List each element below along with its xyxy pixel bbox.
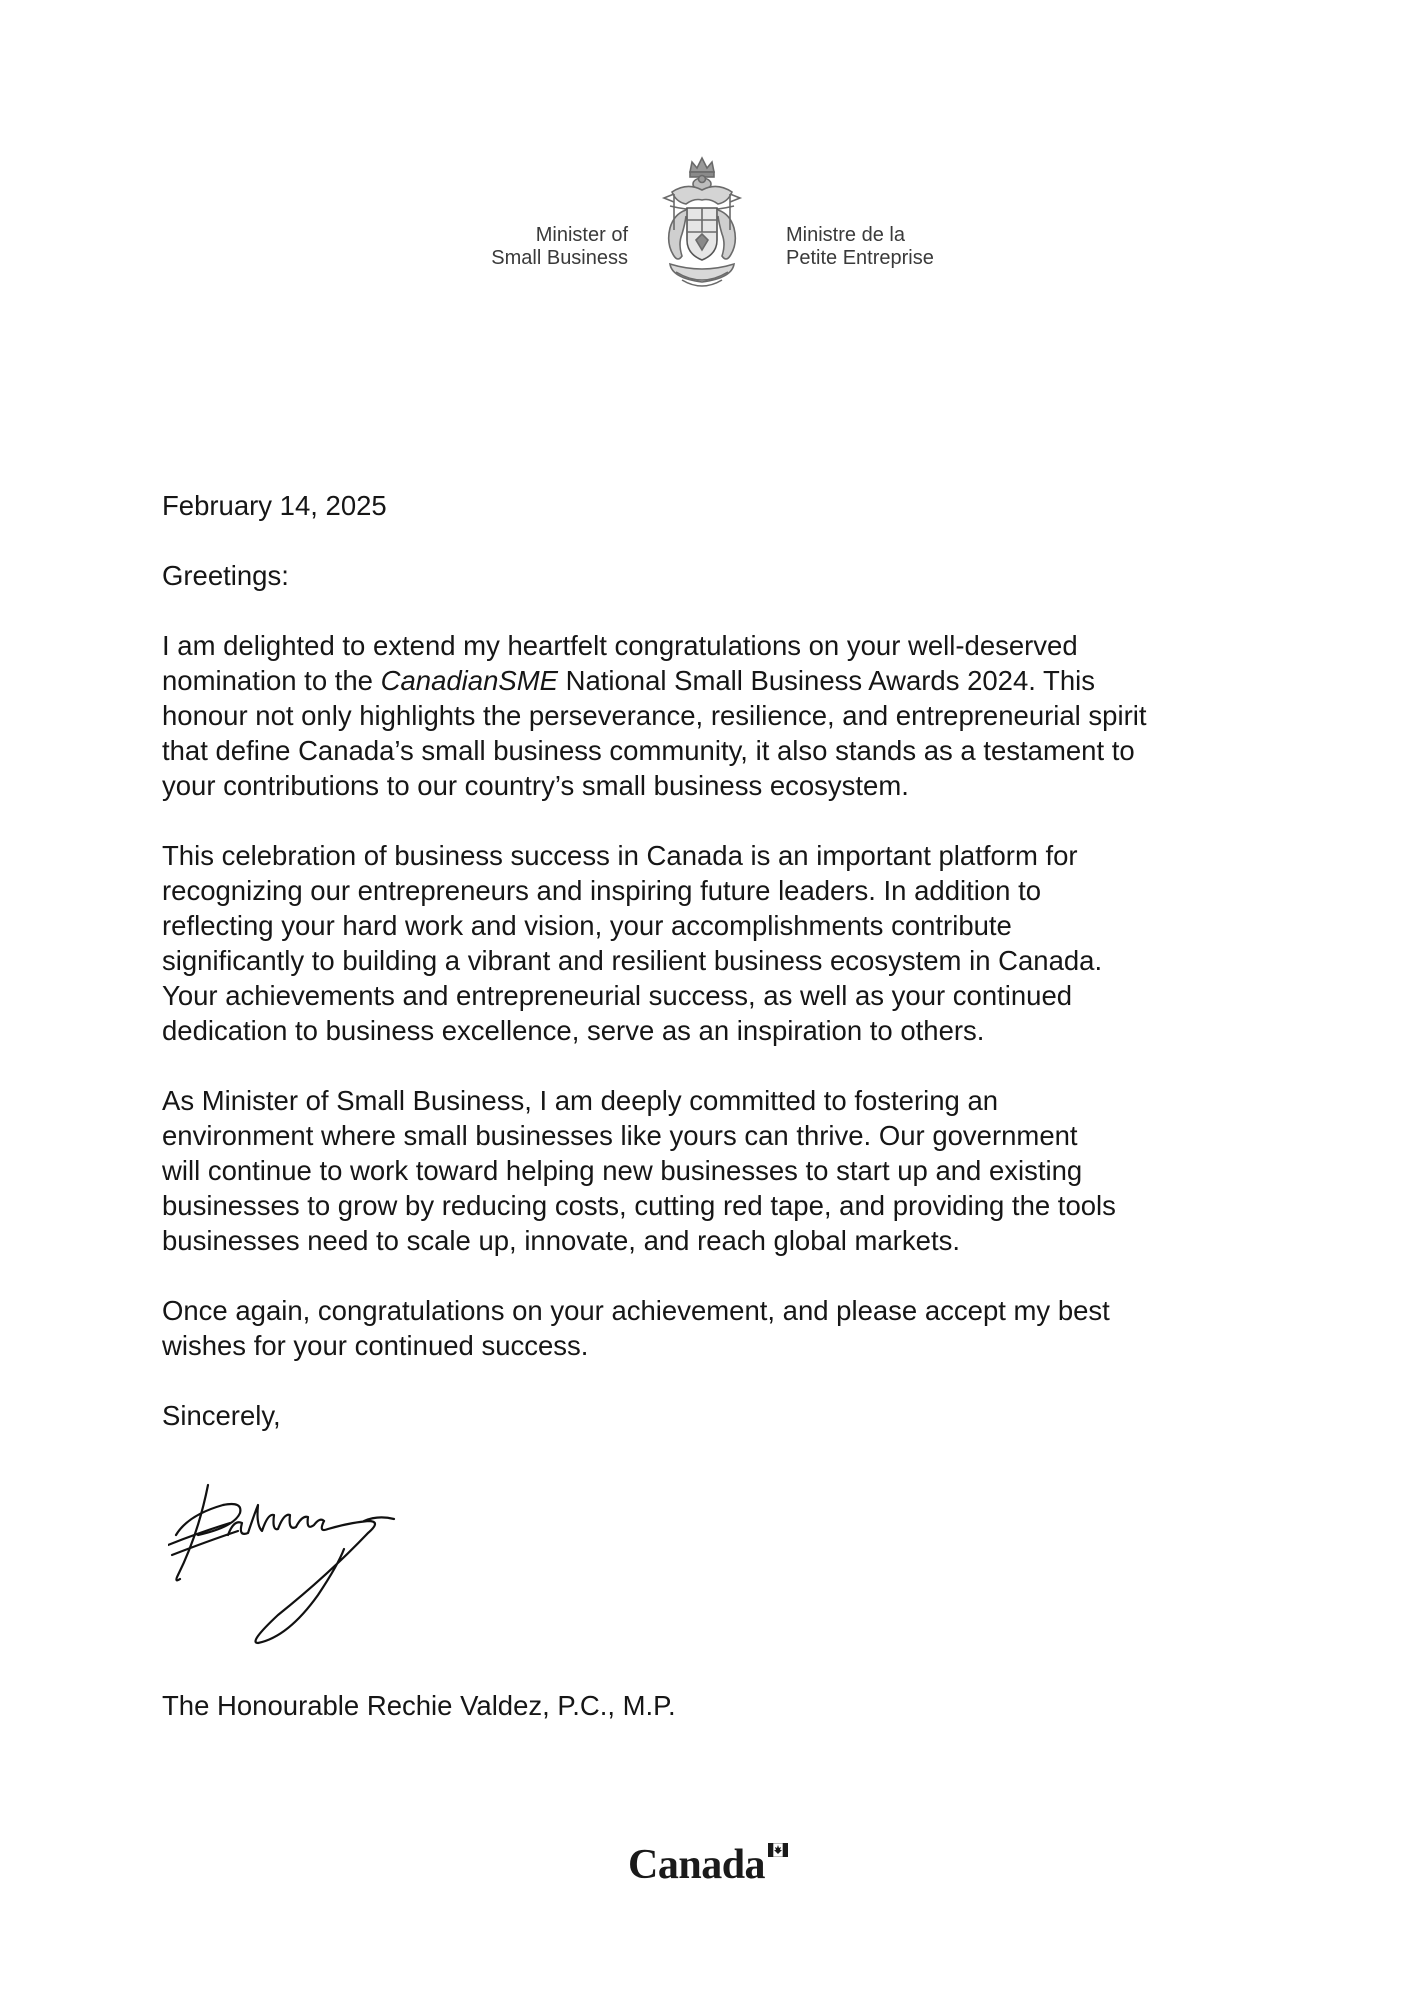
- paragraph-3-line-1: As Minister of Small Business, I am deeply committed to fostering an: [162, 1085, 999, 1116]
- award-name-italic: CanadianSME: [380, 665, 558, 696]
- paragraph-1-line-2-b: National Small Business Awards 2024. This: [557, 665, 1095, 696]
- wordmark-text: Canada: [628, 1842, 766, 1888]
- paragraph-4-line-1: Once again, congratulations on your achievement, and please accept my best: [162, 1295, 1110, 1326]
- paragraph-4-line-2: wishes for your continued success.: [162, 1330, 589, 1361]
- letterhead-french-line1: Ministre de la: [786, 224, 905, 246]
- paragraph-2-line-5: Your achievements and entrepreneurial success, as well as your continued: [162, 980, 1073, 1011]
- paragraph-2-line-1: This celebration of business success in Canada is an important platform for: [162, 840, 1078, 871]
- canada-wordmark: [628, 1840, 788, 1890]
- paragraph-4: [162, 1293, 1262, 1363]
- signer-name: The Honourable Rechie Valdez, P.C., M.P.: [162, 1690, 676, 1721]
- paragraph-2-line-4: significantly to building a vibrant and resilient business ecosystem in Canada.: [162, 945, 1103, 976]
- paragraph-3-line-3: will continue to work toward helping new businesses to start up and existing: [162, 1155, 1083, 1186]
- letterhead: [0, 152, 1414, 302]
- handwritten-signature: [168, 1475, 428, 1650]
- paragraph-2-line-2: recognizing our entrepreneurs and inspiring future leaders. In addition to: [162, 875, 1042, 906]
- letter-closing: Sincerely,: [162, 1400, 281, 1431]
- letter-date: February 14, 2025: [162, 490, 387, 521]
- letterhead-english-line1: Minister of: [535, 224, 628, 246]
- paragraph-1-line-5: your contributions to our country’s small business ecosystem.: [162, 770, 909, 801]
- paragraph-2-line-6: dedication to business excellence, serve as an inspiration to others.: [162, 1015, 985, 1046]
- letter-body: [162, 488, 1262, 1433]
- paragraph-2: [162, 838, 1262, 1048]
- paragraph-3-line-2: environment where small businesses like yours can thrive. Our government: [162, 1120, 1078, 1151]
- paragraph-2-line-3: reflecting your hard work and vision, your accomplishments contribute: [162, 910, 1012, 941]
- paragraph-1-line-2: [162, 663, 1262, 698]
- paragraph-1: [162, 628, 1262, 803]
- paragraph-1-line-1: I am delighted to extend my heartfelt congratulations on your well-deserved: [162, 630, 1078, 661]
- paragraph-1-line-2-a: nomination to the: [162, 665, 381, 696]
- canada-flag-icon: [768, 1843, 788, 1857]
- paragraph-1-line-3: honour not only highlights the perseverance, resilience, and entrepreneurial spirit: [162, 700, 1147, 731]
- royal-coat-of-arms-icon: [652, 152, 752, 294]
- paragraph-3-line-4: businesses to grow by reducing costs, cutting red tape, and providing the tools: [162, 1190, 1116, 1221]
- paragraph-3: [162, 1083, 1262, 1258]
- paragraph-3-line-5: businesses need to scale up, innovate, and reach global markets.: [162, 1225, 960, 1256]
- letterhead-french: [786, 224, 934, 270]
- letterhead-english: [491, 224, 628, 270]
- letterhead-english-line2: Small Business: [491, 247, 628, 269]
- letterhead-french-line2: Petite Entreprise: [786, 247, 934, 269]
- letter-greeting: Greetings:: [162, 560, 289, 591]
- paragraph-1-line-4: that define Canada’s small business community, it also stands as a testament to: [162, 735, 1135, 766]
